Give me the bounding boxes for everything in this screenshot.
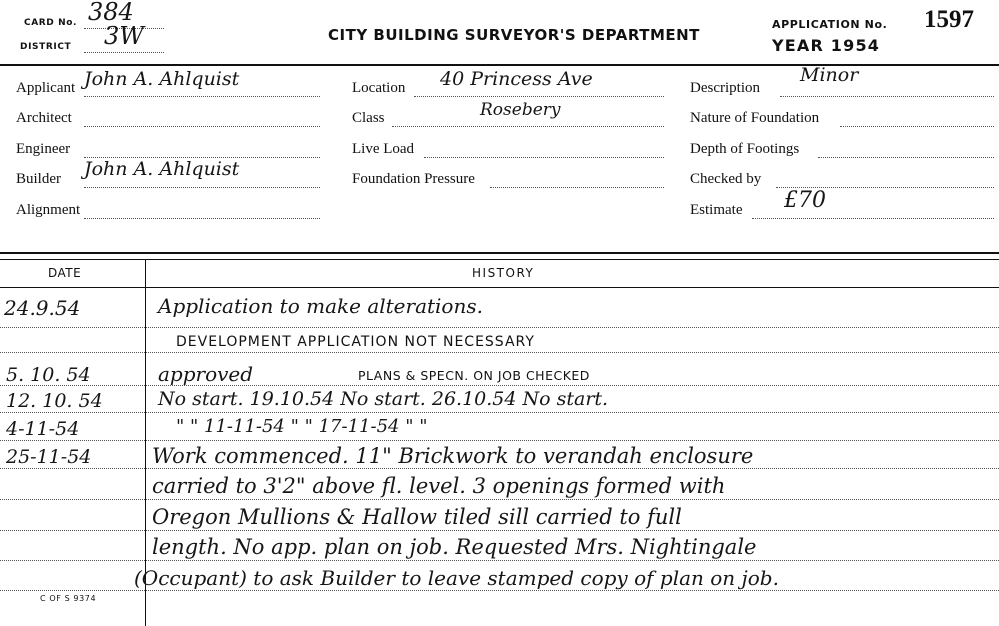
table-top-rule <box>0 259 999 260</box>
table-row-date: 5. 10. 54 <box>6 364 91 386</box>
class-value: Rosebery <box>480 100 561 120</box>
table-row-text: Oregon Mullions & Hallow tiled sill carried to full <box>152 505 682 529</box>
plans-checked-stamp: PLANS & SPECN. ON JOB CHECKED <box>358 368 590 383</box>
district-value: 3W <box>104 22 144 50</box>
table-row-text: " " 11-11-54 " " 17-11-54 " " <box>176 416 428 437</box>
live-load-label: Live Load <box>352 141 415 157</box>
table-row-text: No start. 19.10.54 No start. 26.10.54 No start. <box>158 388 609 410</box>
row-rule <box>0 327 999 328</box>
table-row-text: Work commenced. 11" Brickwork to verandah enclosure <box>152 444 754 468</box>
date-header: DATE <box>48 266 82 280</box>
row-rule <box>0 468 999 469</box>
table-row-date: 4-11-54 <box>6 418 80 440</box>
fields-bottom-rule <box>0 252 999 254</box>
table-row-text: (Occupant) to ask Builder to leave stamped copy of plan on job. <box>134 566 779 590</box>
table-header-rule <box>0 287 999 288</box>
estimate-label: Estimate <box>690 202 743 218</box>
architect-label: Architect <box>16 110 72 126</box>
foundation-pressure-label: Foundation Pressure <box>352 171 475 187</box>
applicant-line <box>84 96 320 97</box>
architect-line <box>84 126 320 127</box>
department-title: CITY BUILDING SURVEYOR'S DEPARTMENT <box>328 26 700 44</box>
builder-label: Builder <box>16 171 61 187</box>
year-label: YEAR 1954 <box>772 36 881 55</box>
description-label: Description <box>690 80 760 96</box>
district-label: DISTRICT <box>20 42 72 52</box>
form-code: C OF S 9374 <box>40 594 97 603</box>
row-rule <box>0 560 999 561</box>
applicant-label: Applicant <box>16 80 76 96</box>
applicant-value: John A. Ahlquist <box>84 68 240 90</box>
row-rule <box>0 385 999 386</box>
estimate-value: £70 <box>784 188 826 213</box>
live-load-line <box>424 157 664 158</box>
location-value: 40 Princess Ave <box>440 68 593 90</box>
district-underline <box>84 52 164 53</box>
table-row-date: 12. 10. 54 <box>6 390 103 412</box>
location-line <box>414 96 664 97</box>
depth-of-footings-label: Depth of Footings <box>690 141 800 157</box>
builder-line <box>84 187 320 188</box>
class-line <box>392 126 664 127</box>
nature-line <box>840 126 994 127</box>
checked-by-label: Checked by <box>690 171 762 187</box>
development-stamp: DEVELOPMENT APPLICATION NOT NECESSARY <box>176 334 535 350</box>
depth-line <box>818 157 994 158</box>
alignment-line <box>84 218 320 219</box>
application-label: APPLICATION No. <box>772 18 888 31</box>
row-rule <box>0 499 999 500</box>
row-rule <box>0 590 999 591</box>
builder-value: John A. Ahlquist <box>84 158 240 180</box>
row-rule <box>0 352 999 353</box>
table-row-text: carried to 3'2" above fl. level. 3 openings formed with <box>152 474 726 498</box>
card-number-label: CARD No. <box>24 18 78 28</box>
application-number: 1597 <box>924 6 974 33</box>
history-header: HISTORY <box>472 266 535 280</box>
description-line <box>780 96 994 97</box>
class-label: Class <box>352 110 385 126</box>
row-rule <box>0 412 999 413</box>
foundation-pressure-line <box>490 187 664 188</box>
nature-of-foundation-label: Nature of Foundation <box>690 110 820 126</box>
location-label: Location <box>352 80 406 96</box>
engineer-label: Engineer <box>16 141 71 157</box>
table-row-text: length. No app. plan on job. Requested Mrs. Nightingale <box>152 535 757 559</box>
description-value: Minor <box>800 64 859 86</box>
alignment-label: Alignment <box>16 202 81 218</box>
table-row-text: approved <box>158 362 254 386</box>
table-row-text: Application to make alterations. <box>158 294 483 318</box>
row-rule <box>0 530 999 531</box>
row-rule <box>0 440 999 441</box>
table-row-date: 24.9.54 <box>4 296 81 320</box>
table-row-date: 25-11-54 <box>6 446 92 468</box>
card-number-value: 384 <box>88 0 134 26</box>
estimate-line <box>752 218 994 219</box>
